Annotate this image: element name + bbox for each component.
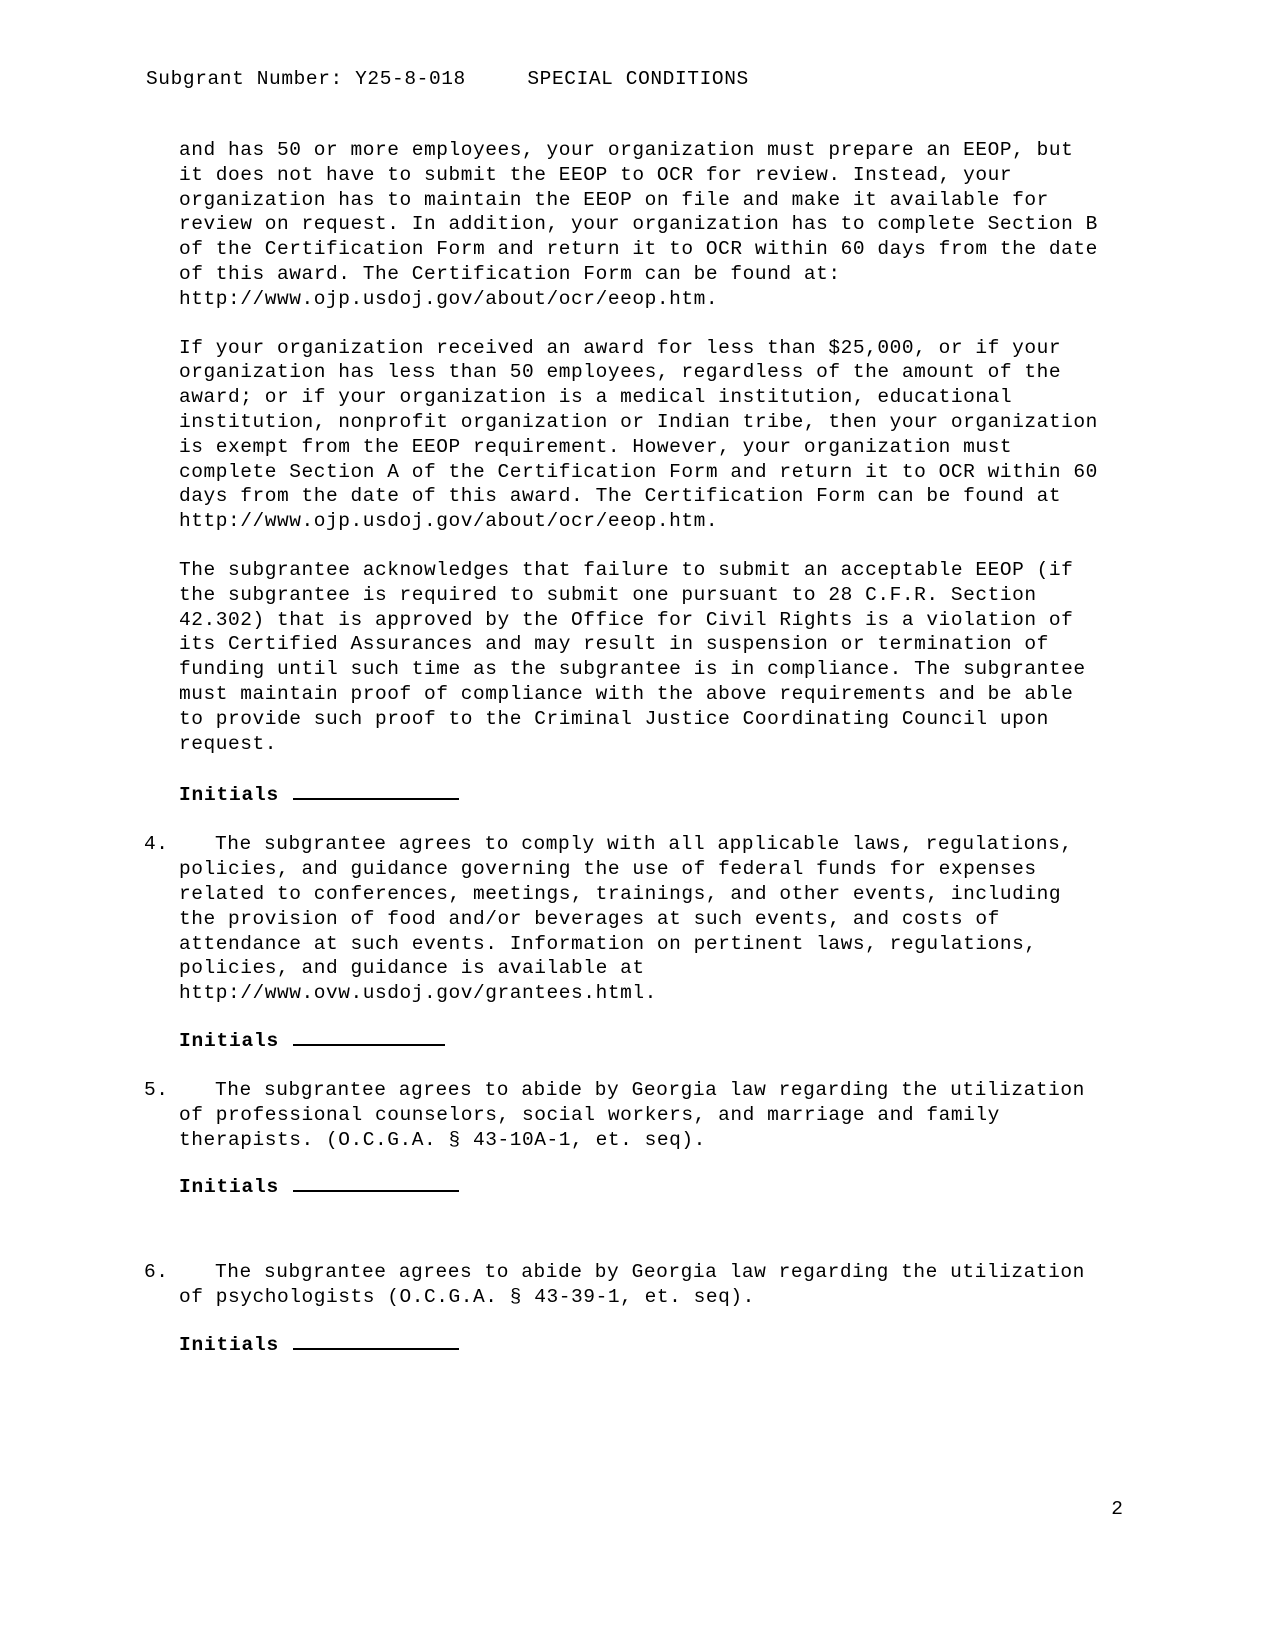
- condition-number-4: 4.: [144, 833, 169, 856]
- initials-signature-line[interactable]: [293, 1026, 445, 1046]
- initials-label: Initials: [179, 1333, 280, 1356]
- initials-signature-line[interactable]: [293, 1172, 459, 1192]
- page-header: Subgrant Number: Y25-8-018 SPECIAL CONDITIONS: [146, 68, 749, 90]
- paragraph-eeop-exemption: If your organization received an award for less than $25,000, or if your organization has less than 50 employees, regardless of the amount of the award; or if your organization is a medical institution, educational institution, nonprofit organization or Indian tribe, then your organization is exempt from the EEOP requirement. However, your organization must complete Section A of the Certification Form and return it to OCR within 60 days from the date of this award. The Certification Form can be found at http://www.ojp.usdoj.gov/about/ocr/eeop.htm.: [179, 336, 1098, 533]
- initials-label: Initials: [179, 1029, 280, 1052]
- document-body: [146, 138, 1106, 1382]
- condition-item-6: [146, 1260, 1106, 1310]
- initials-signature-line[interactable]: [293, 1330, 459, 1350]
- condition-text-5: The subgrantee agrees to abide by Georgia law regarding the utilization of professional counselors, social workers, and marriage and family therapists. (O.C.G.A. § 43-10A-1, et. seq).: [179, 1078, 1085, 1151]
- condition-text-6: The subgrantee agrees to abide by Georgia law regarding the utilization of psychologists (O.C.G.A. § 43-39-1, et. seq).: [179, 1261, 1085, 1309]
- initials-label: Initials: [179, 784, 280, 807]
- condition-item-4: [146, 832, 1106, 1006]
- initials-row-4: [146, 1026, 1106, 1052]
- page-number: 2: [1111, 1498, 1123, 1520]
- initials-signature-line[interactable]: [293, 780, 459, 800]
- section-spacer: [146, 1224, 1106, 1260]
- condition-item-5: [146, 1078, 1106, 1152]
- paragraph-eeop-50-employees: and has 50 or more employees, your organization must prepare an EEOP, but it does not have to submit the EEOP to OCR for review. Instead, your organization has to maintain the EEOP on file and make it available for review on request. In addition, your organization has to complete Section B of the Certification Form and return it to OCR within 60 days from the date of this award. The Certification Form can be found at: http://www.ojp.usdoj.gov/about/ocr/eeop.htm.: [179, 139, 1098, 310]
- initials-row-6: [146, 1330, 1106, 1356]
- paragraph-eeop-acknowledgement: The subgrantee acknowledges that failure to submit an acceptable EEOP (if the subgrantee is required to submit one pursuant to 28 C.F.R. Section 42.302) that is approved by the Office for Civil Rights is a violation of its Certified Assurances and may result in suspension or termination of funding until such time as the subgrantee is in compliance. The subgrantee must maintain proof of compliance with the above requirements and be able to provide such proof to the Criminal Justice Coordinating Council upon request.: [179, 558, 1086, 755]
- initials-label: Initials: [179, 1176, 280, 1199]
- condition-text-4: The subgrantee agrees to comply with all applicable laws, regulations, policies, and guidance governing the use of federal funds for expenses related to conferences, meetings, trainings, and other events, including the provision of food and/or beverages at such events, and costs of attendance at such events. Information on pertinent laws, regulations, policies, and guidance is available at http://www.ovw.usdoj.gov/grantees.html.: [179, 833, 1073, 1005]
- condition-number-6: 6.: [144, 1261, 169, 1284]
- initials-row-3: [146, 780, 1106, 806]
- condition-number-5: 5.: [144, 1078, 169, 1101]
- initials-row-5: [146, 1172, 1106, 1198]
